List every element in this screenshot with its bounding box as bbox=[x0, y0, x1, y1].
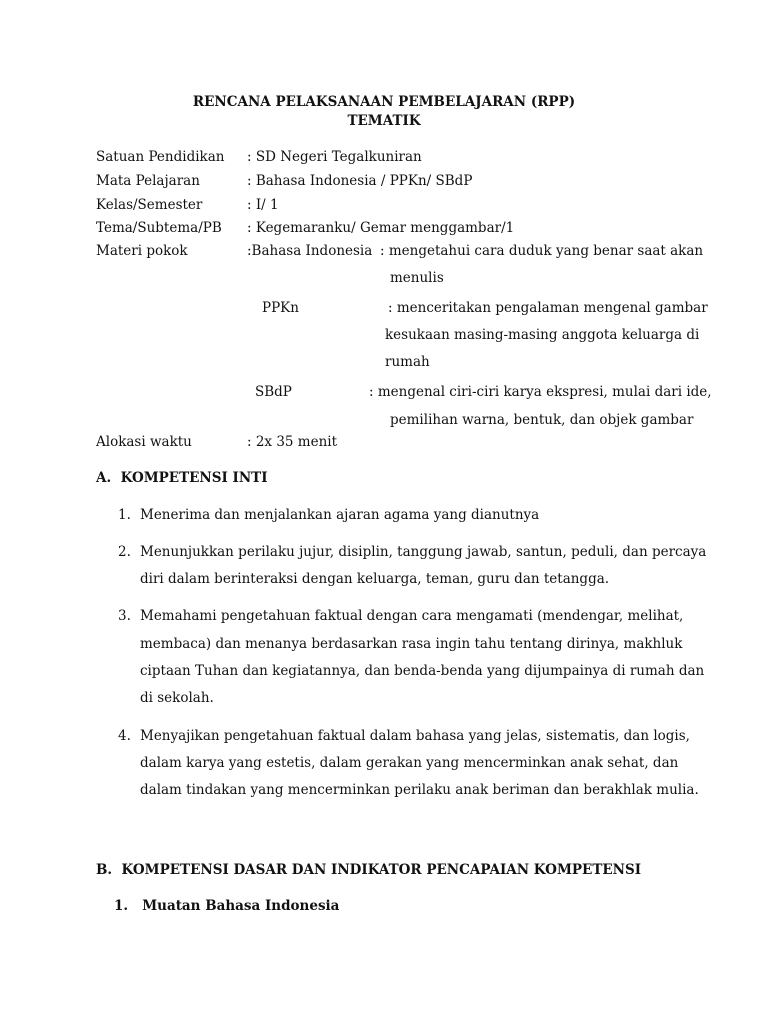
materi-ppkn-text1 bbox=[388, 300, 708, 316]
tema-value: : Kegemaranku/ Gemar menggambar/1 bbox=[247, 220, 515, 236]
ki-item-line bbox=[140, 636, 683, 652]
ki-item-line bbox=[140, 755, 679, 771]
ki-item-line bbox=[140, 608, 684, 624]
satuan-value: : SD Negeri Tegalkuniran bbox=[247, 149, 422, 165]
ki-item-line: dalam tindakan yang mencerminkan perilaku anak beriman dan berakhlak mulia. bbox=[140, 782, 699, 798]
materi-sbdp-text2: pemilihan warna, bentuk, dan objek gambar bbox=[390, 412, 694, 428]
doc-title-line1: RENCANA PELAKSANAAN PEMBELAJARAN (RPP) bbox=[192, 94, 576, 110]
kelas-value: : I/ 1 bbox=[247, 197, 279, 213]
section-b-heading: B. KOMPETENSI DASAR DAN INDIKATOR PENCAPAIAN KOMPETENSI bbox=[96, 862, 642, 878]
materi-ppkn-text2-inner: kesukaan masing-masing anggota keluarga di bbox=[385, 327, 700, 343]
ki-item-line bbox=[140, 544, 707, 560]
mapel-value: : Bahasa Indonesia / PPKn/ SBdP bbox=[247, 173, 473, 189]
materi-bi-text2: menulis bbox=[390, 270, 444, 286]
doc-title-line2: TEMATIK bbox=[347, 113, 421, 129]
ki-item-line-inner: Menunjukkan perilaku jujur, disiplin, tanggung jawab, santun, peduli, dan percaya bbox=[140, 544, 707, 560]
ki-item-line-inner: dalam karya yang estetis, dalam gerakan yang mencerminkan anak sehat, dan bbox=[140, 755, 679, 771]
ki-item-number: 1. bbox=[118, 507, 131, 523]
satuan-label: Satuan Pendidikan bbox=[96, 149, 225, 165]
tema-label: Tema/Subtema/PB bbox=[96, 220, 222, 236]
ki-item-number: 4. bbox=[118, 728, 131, 744]
ki-item-number: 3. bbox=[118, 608, 131, 624]
ki-item-line: diri dalam berinteraksi dengan keluarga, teman, guru dan tetangga. bbox=[140, 571, 610, 587]
ki-item-line bbox=[140, 728, 690, 744]
alokasi-label: Alokasi waktu bbox=[96, 434, 192, 450]
ki-item-line: Menerima dan menjalankan ajaran agama yang dianutnya bbox=[140, 507, 540, 523]
materi-ppkn-text1-inner: : menceritakan pengalaman mengenal gambar bbox=[388, 300, 708, 316]
ki-item-line-inner: Menyajikan pengetahuan faktual dalam bahasa yang jelas, sistematis, dan logis, bbox=[140, 728, 690, 744]
ki-item-line-inner: ciptaan Tuhan dan kegiatannya, dan benda-benda yang dijumpainya di rumah dan bbox=[140, 663, 705, 679]
section-a-heading: A. KOMPETENSI INTI bbox=[96, 470, 268, 486]
materi-bi-subject: :Bahasa Indonesia bbox=[247, 243, 373, 259]
section-b-subheading: 1. Muatan Bahasa Indonesia bbox=[114, 898, 340, 914]
materi-bi-text1 bbox=[380, 243, 704, 259]
materi-sbdp-text1-inner: : mengenal ciri-ciri karya ekspresi, mulai dari ide, bbox=[369, 384, 712, 400]
kelas-label: Kelas/Semester bbox=[96, 197, 203, 213]
mapel-label: Mata Pelajaran bbox=[96, 173, 200, 189]
materi-bi-text1-inner: : mengetahui cara duduk yang benar saat akan bbox=[380, 243, 704, 259]
materi-ppkn-text2 bbox=[385, 327, 700, 343]
ki-item-line: di sekolah. bbox=[140, 690, 214, 706]
materi-sbdp-subject: SBdP bbox=[255, 384, 292, 400]
ki-item-line-inner: membaca) dan menanya berdasarkan rasa ingin tahu tentang dirinya, makhluk bbox=[140, 636, 683, 652]
ki-item-number: 2. bbox=[118, 544, 131, 560]
alokasi-value: : 2x 35 menit bbox=[247, 434, 338, 450]
materi-ppkn-subject: PPKn bbox=[262, 300, 299, 316]
materi-sbdp-text1 bbox=[369, 384, 712, 400]
ki-item-line bbox=[140, 663, 705, 679]
materi-label: Materi pokok bbox=[96, 243, 188, 259]
materi-ppkn-text3: rumah bbox=[385, 354, 430, 370]
ki-item-line-inner: Memahami pengetahuan faktual dengan cara mengamati (mendengar, melihat, bbox=[140, 608, 684, 624]
